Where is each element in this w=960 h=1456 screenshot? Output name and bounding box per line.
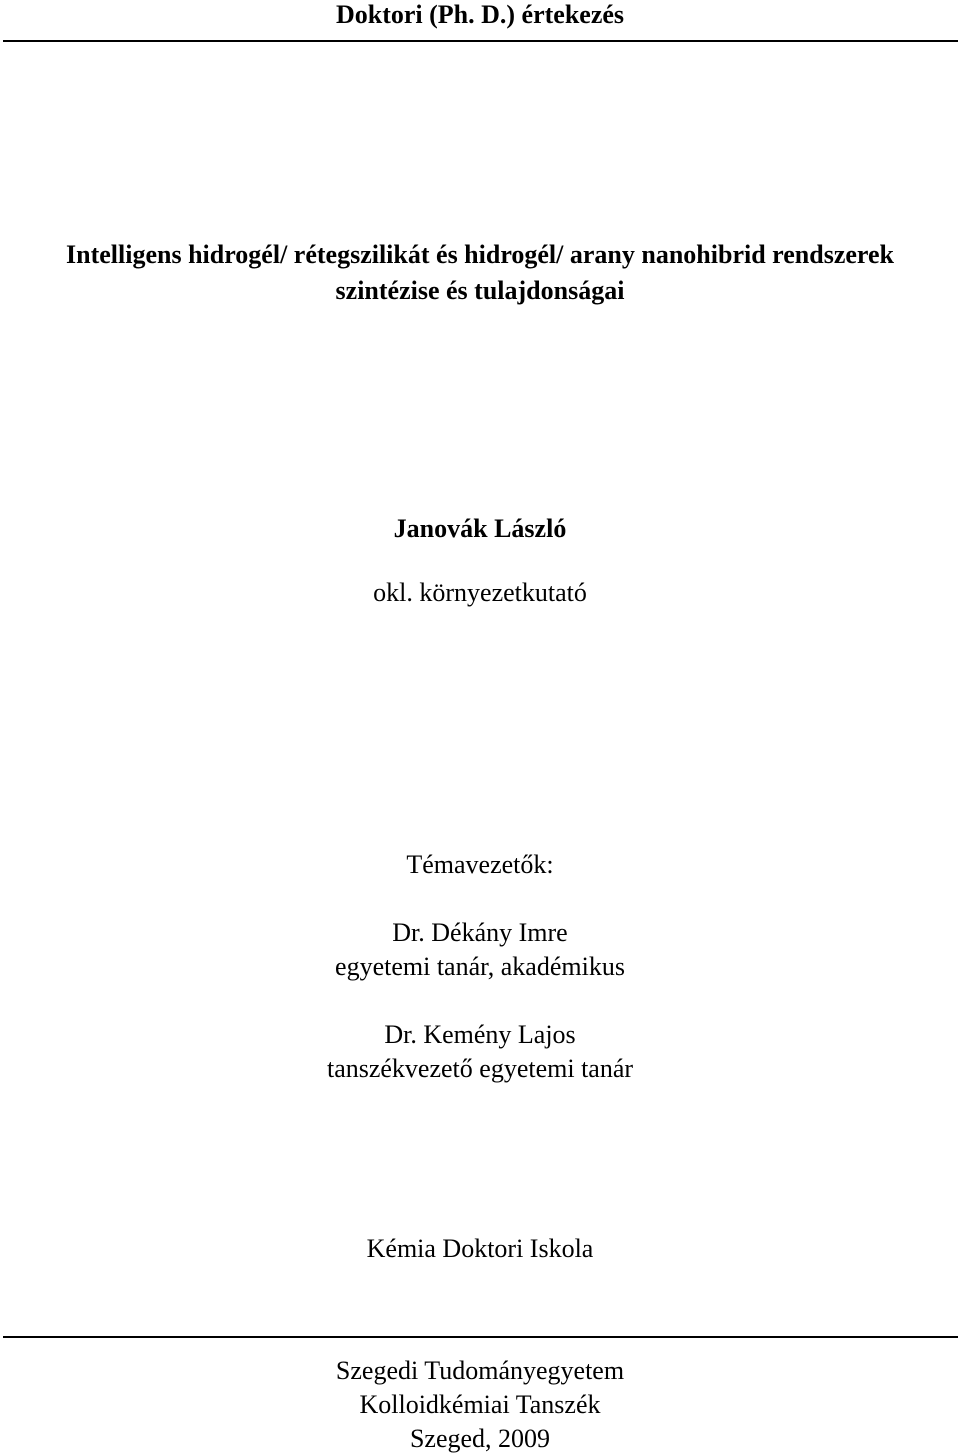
doctoral-school: Kémia Doktori Iskola (366, 1234, 594, 1263)
university-name: Szegedi Tudományegyetem (335, 1356, 625, 1385)
thesis-title-line-2: szintézise és tulajdonságai (335, 276, 625, 305)
author-name: Janovák László (393, 514, 567, 543)
footer-rule (3, 1336, 958, 1338)
header-rule (3, 40, 958, 42)
place-and-date: Szeged, 2009 (409, 1424, 551, 1453)
thesis-title-line-1: Intelligens hidrogél/ rétegszilikát és hidrogél/ arany nanohibrid rendszerek (66, 240, 894, 269)
supervisor-name: Dr. Dékány Imre (392, 918, 568, 947)
department-name: Kolloidkémiai Tanszék (359, 1390, 601, 1419)
supervisor-role: tanszékvezető egyetemi tanár (326, 1054, 634, 1083)
document-header: Doktori (Ph. D.) értekezés (335, 0, 625, 29)
supervisor-name: Dr. Kemény Lajos (384, 1020, 576, 1049)
supervisors-heading: Témavezetők: (406, 850, 554, 879)
author-degree: okl. környezetkutató (373, 578, 587, 607)
supervisor-role: egyetemi tanár, akadémikus (335, 952, 625, 981)
